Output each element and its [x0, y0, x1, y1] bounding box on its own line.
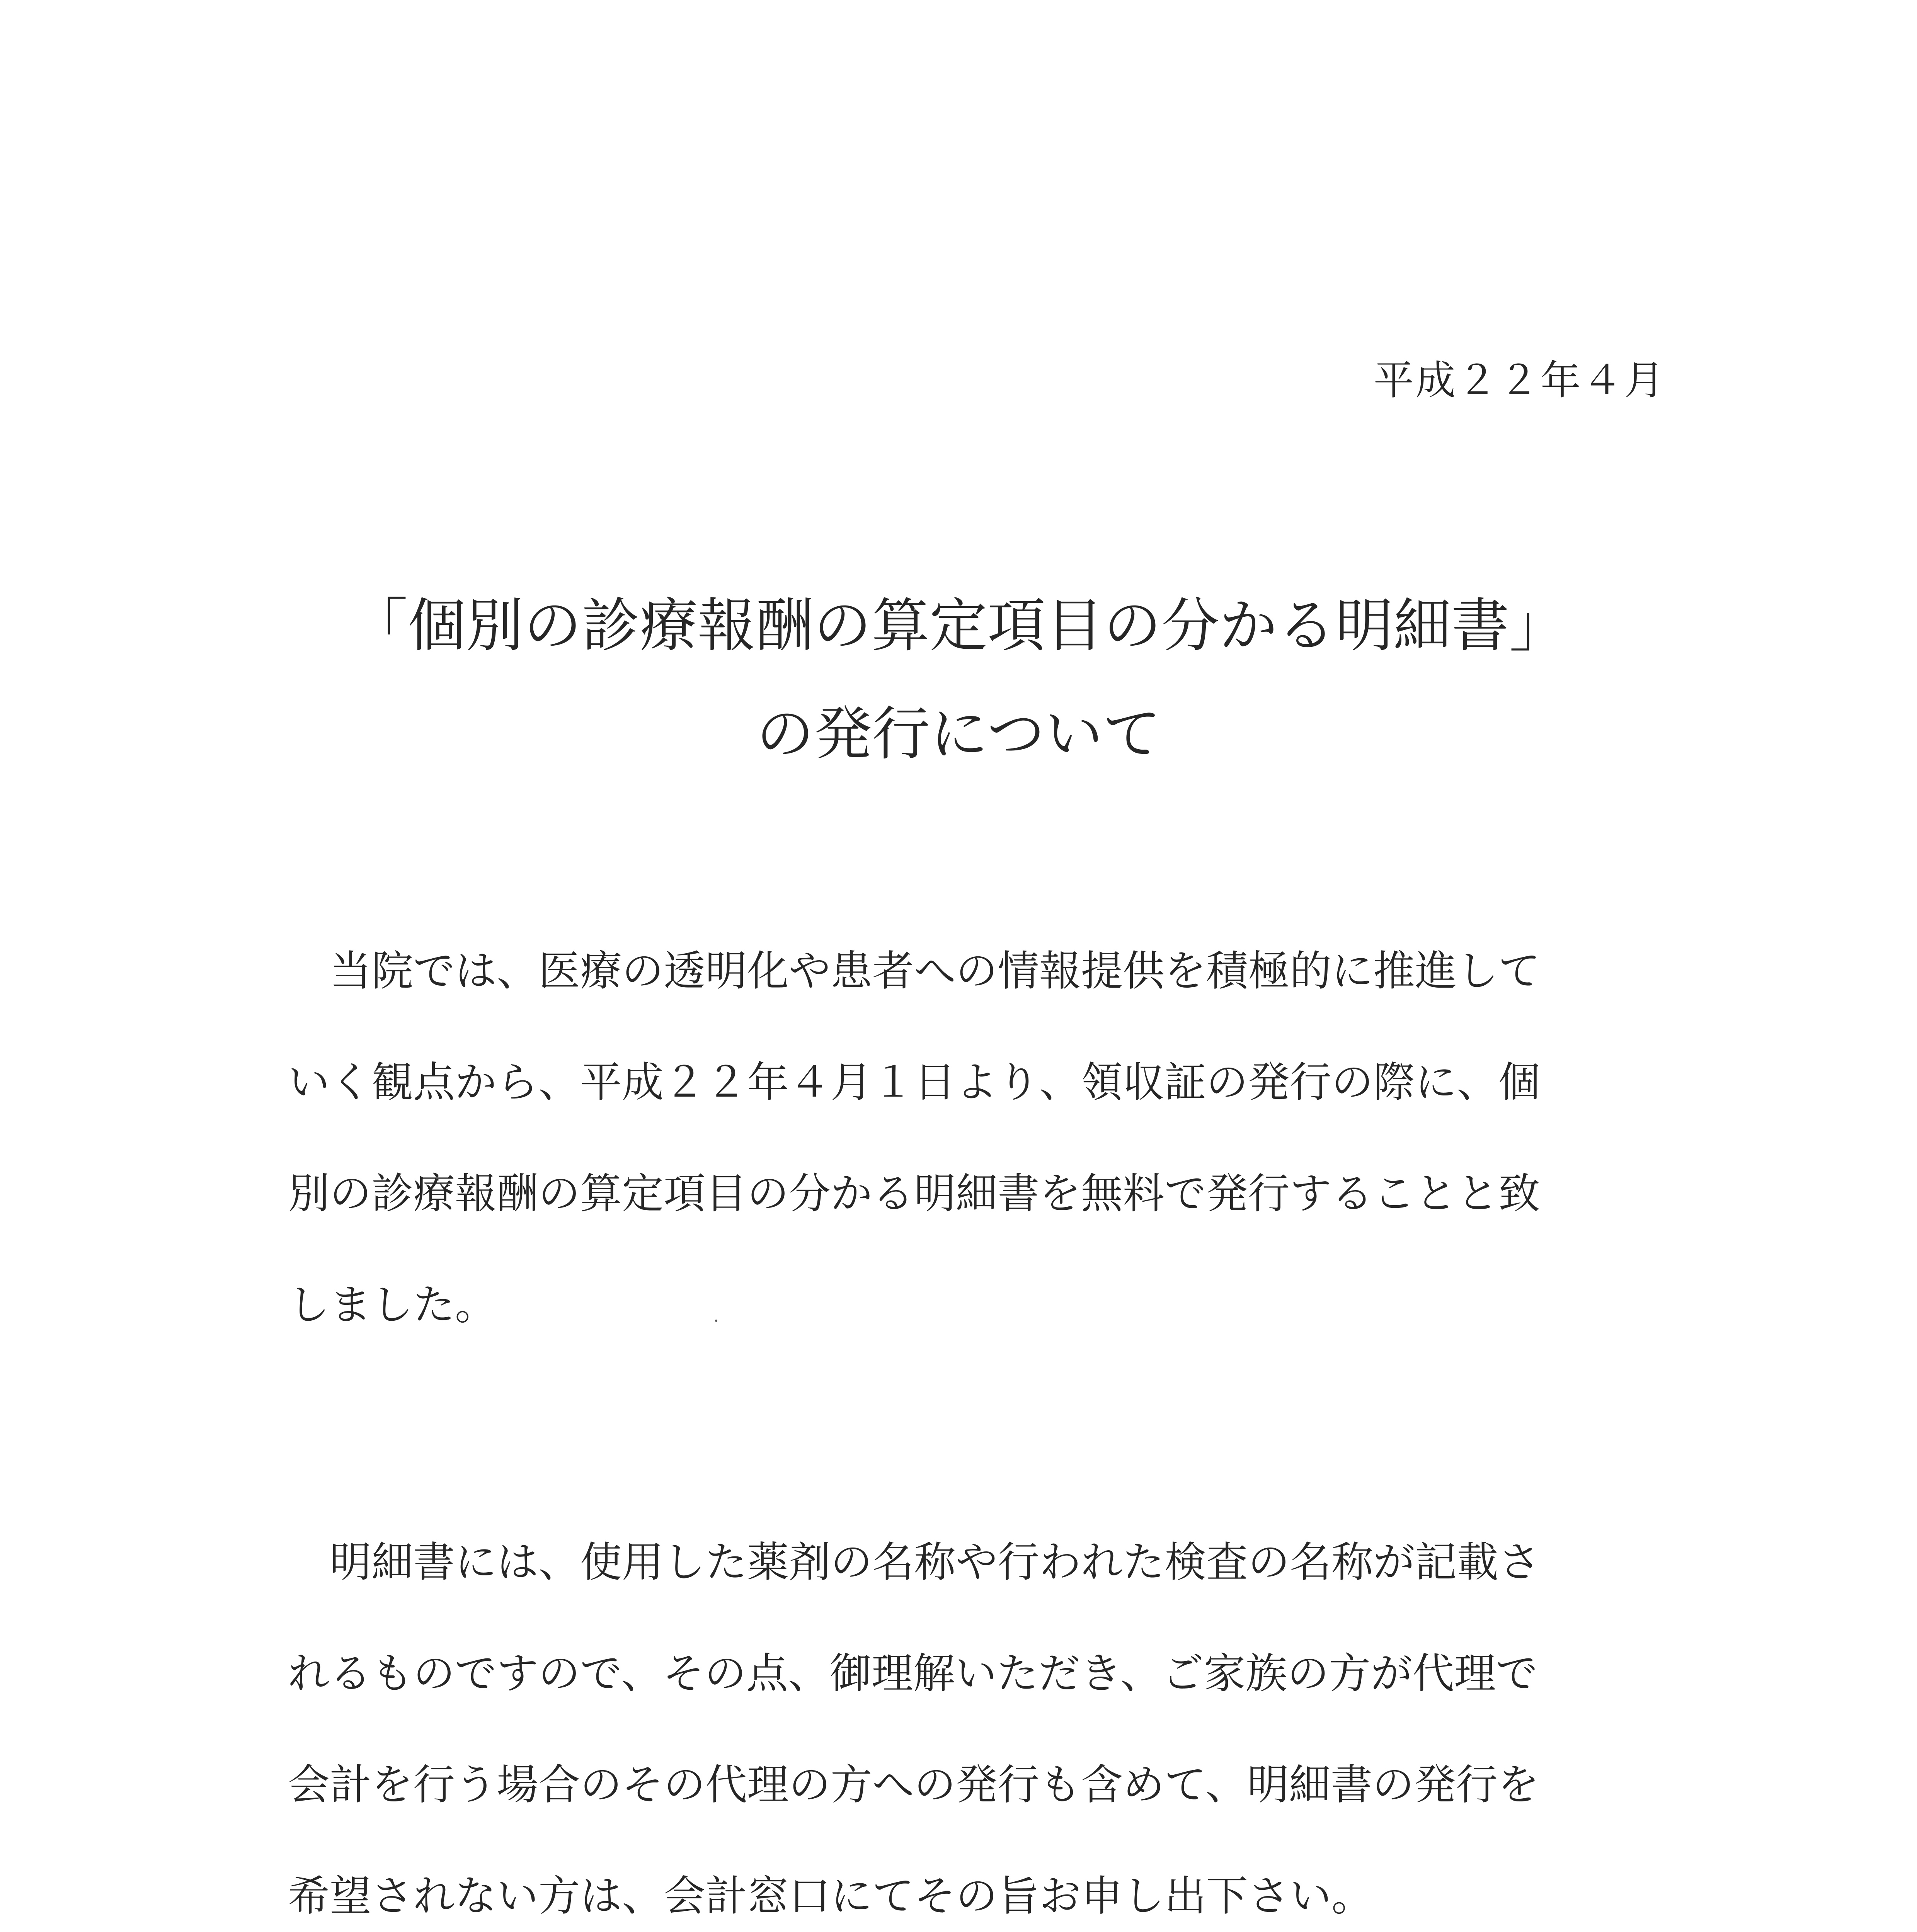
paragraph-2-line: 会計を行う場合のその代理の方への発行も含めて、明細書の発行を — [288, 1761, 1539, 1809]
issue-date: 平成２２年４月 — [1373, 357, 1666, 404]
scan-speck — [715, 1320, 717, 1322]
paragraph-2 — [288, 1507, 1656, 1932]
paragraph-2-line: れるものですので、その点、御理解いただき、ご家族の方が代理で — [288, 1650, 1538, 1698]
paragraph-2-line: 希望されない方は、会計窓口にてその旨お申し出下さい。 — [288, 1872, 1374, 1920]
title-line-2: の発行について — [756, 701, 1161, 768]
paragraph-1-line: しました。 — [288, 1281, 497, 1329]
paragraph-1 — [288, 916, 1656, 1361]
paragraph-2-line: 明細書には、使用した薬剤の名称や行われた検査の名称が記載さ — [288, 1538, 1541, 1587]
paragraph-1-line: 当院では、医療の透明化や患者への情報提供を積極的に推進して — [288, 947, 1541, 995]
title-line-1: 「個別の診療報酬の算定項目の分かる明細書」 — [349, 592, 1567, 660]
paragraph-1-line: 別の診療報酬の算定項目の分かる明細書を無料で発行することと致 — [288, 1170, 1541, 1218]
paragraph-1-line: いく観点から、平成２２年４月１日より、領収証の発行の際に、個 — [288, 1058, 1541, 1107]
document-title — [0, 572, 1917, 788]
